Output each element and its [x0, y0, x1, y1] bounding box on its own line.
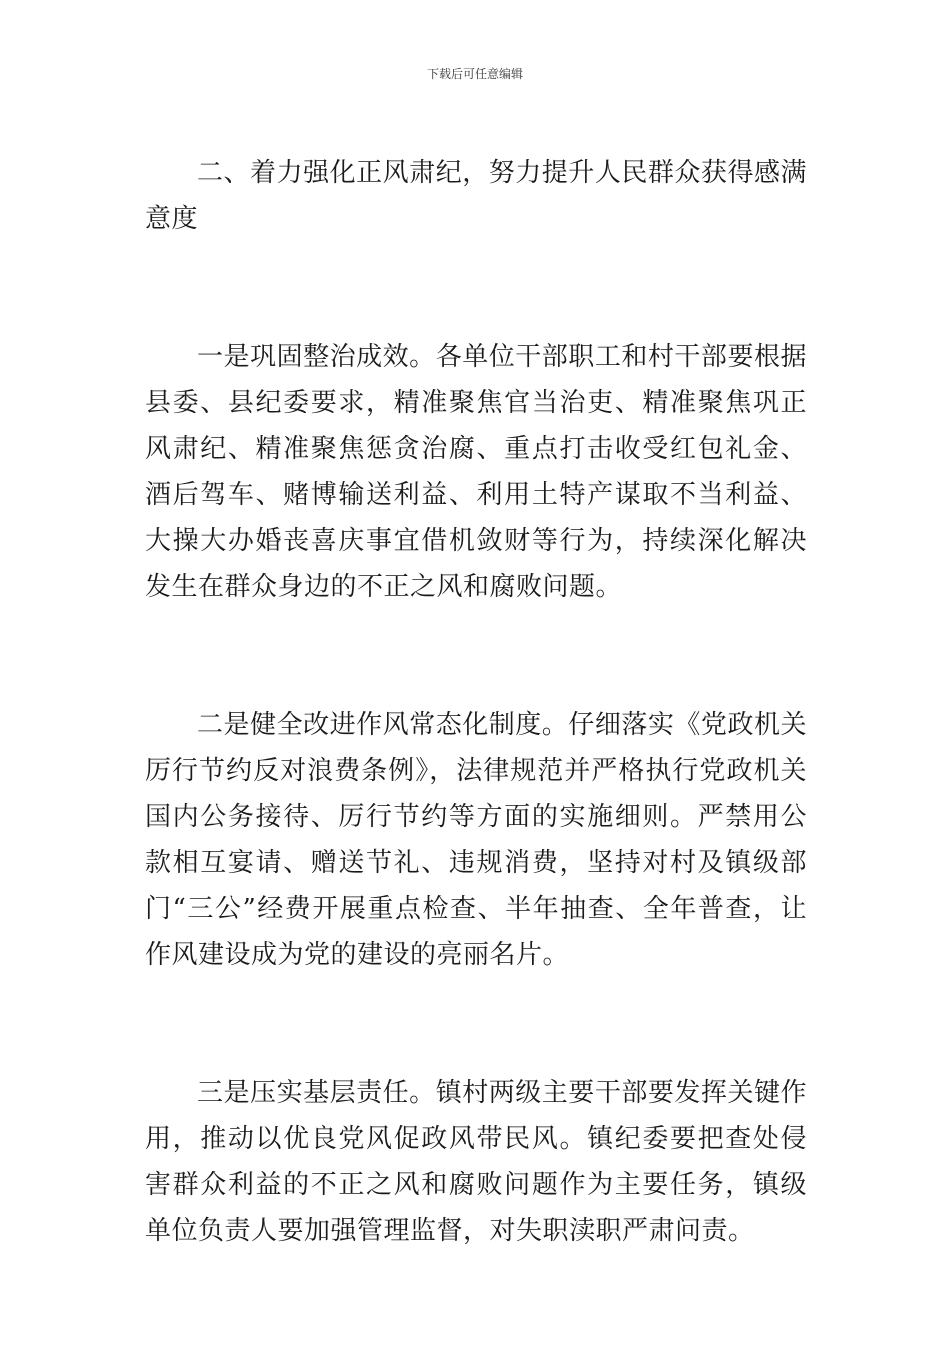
paragraph-1: 一是巩固整治成效。各单位干部职工和村干部要根据县委、县纪委要求，精准聚焦官当治吏、精准聚焦巩正风肃纪、精准聚焦惩贪治腐、重点打击收受红包礼金、酒后驾车、赌博输送利益、利用土特产谋取不当利益、大操大办婚丧喜庆事宜借机敛财等行为，持续深化解决发生在群众身边的不正之风和腐败问题。	[145, 342, 807, 602]
paragraph-3: 三是压实基层责任。镇村两级主要干部要发挥关键作用，推动以优良党风促政风带民风。镇纪委要把查处侵害群众利益的不正之风和腐败问题作为主要任务，镇级单位负责人要加强管理监督，对失职渎职严肃问责。	[145, 1078, 807, 1246]
section-heading: 二、着力强化正风肃纪，努力提升人民群众获得感满意度	[145, 158, 807, 234]
document-body	[145, 150, 807, 1346]
paragraph-2: 二是健全改进作风常态化制度。仔细落实《党政机关厉行节约反对浪费条例》，法律规范并严格执行党政机关国内公务接待、厉行节约等方面的实施细则。严禁用公款相互宴请、赠送节礼、违规消费，坚持对村及镇级部门“三公”经费开展重点检查、半年抽查、全年普查，让作风建设成为党的建设的亮丽名片。	[145, 710, 807, 970]
page-header-note: 下载后可任意编辑	[426, 67, 523, 81]
